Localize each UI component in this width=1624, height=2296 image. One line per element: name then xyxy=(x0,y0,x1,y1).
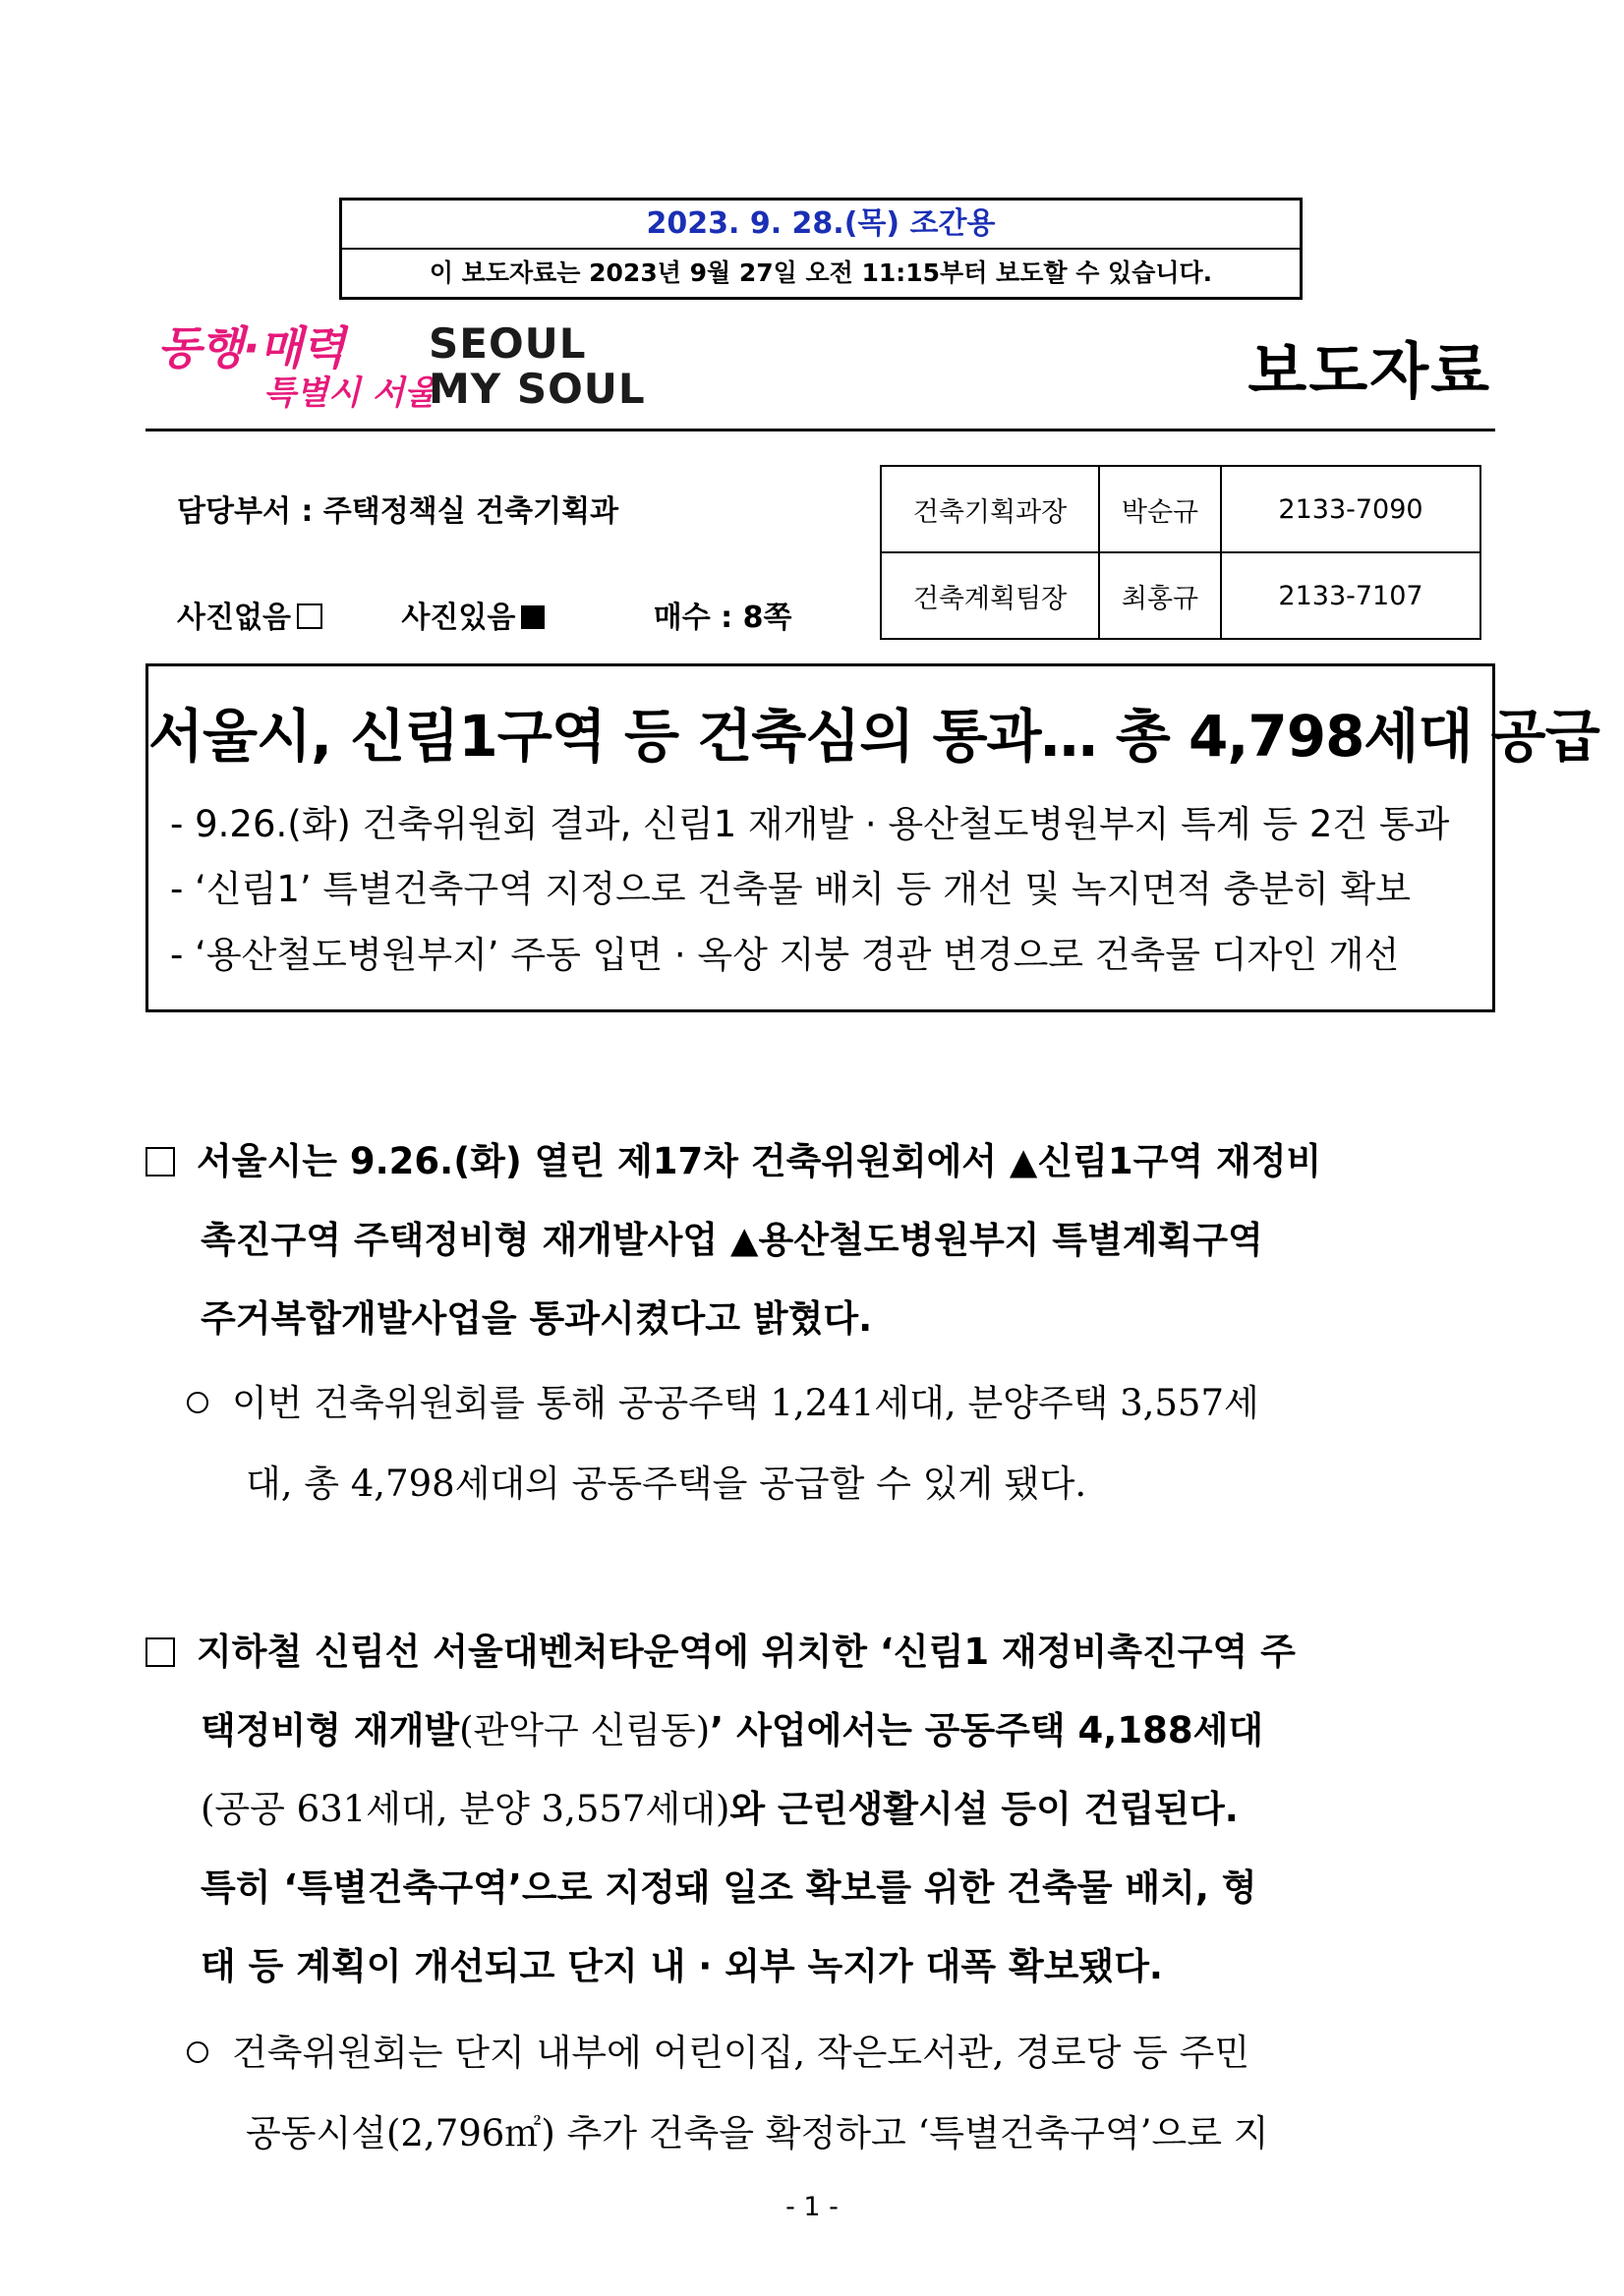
header-divider xyxy=(145,429,1495,431)
paragraph-2-detail xyxy=(187,2013,1504,2174)
paragraph-line: 특히 ‘특별건축구역’으로 지정돼 일조 확보를 위한 건축물 배치, 형 xyxy=(201,1866,1257,1909)
department-info: 담당부서 : 주택정책실 건축기획과 xyxy=(177,494,619,529)
headline-box xyxy=(145,663,1599,1012)
contact-row xyxy=(881,466,1480,552)
release-info-box xyxy=(339,198,1303,300)
contact-phone: 2133-7107 xyxy=(1221,552,1480,639)
page-number: - 1 - xyxy=(785,2192,839,2222)
contact-row xyxy=(881,552,1480,639)
brand-line-2: MY SOUL xyxy=(429,365,646,413)
paragraph-line: 대, 총 4,798세대의 공동주택을 공급할 수 있게 됐다. xyxy=(246,1463,1087,1505)
slogan-line-1: 동행·매력 xyxy=(157,321,345,374)
subheadline: - 9.26.(화) 건축위원회 결과, 신림1 재개발 · 용산철도병원부지 특계 등 2건 통과 xyxy=(170,803,1450,845)
page-count: 매수 : 8쪽 xyxy=(653,601,792,635)
slogan-line-2: 특별시 서울 xyxy=(263,373,437,413)
bullet-square-icon xyxy=(145,1637,175,1667)
brand-line-1: SEOUL xyxy=(429,319,587,368)
paragraph-text: ’ 사업에서는 공동주택 4,188세대 xyxy=(710,1709,1264,1751)
paragraph-line: 주거복합개발사업을 통과시켰다고 밝혔다. xyxy=(201,1297,873,1340)
seoul-my-soul-logo xyxy=(429,319,646,418)
paragraph-line: 지하철 신림선 서울대벤처타운역에 위치한 ‘신림1 재정비촉진구역 주 xyxy=(197,1631,1296,1673)
seoul-slogan-logo xyxy=(157,313,437,421)
contact-table xyxy=(880,465,1481,640)
checked-box-icon xyxy=(521,605,545,629)
paragraph-line: 건축위원회는 단지 내부에 어린이집, 작은도서관, 경로당 등 주민 xyxy=(232,2032,1250,2074)
bullet-circle-icon xyxy=(187,2041,208,2063)
unchecked-box-icon xyxy=(297,603,322,629)
no-photo-label: 사진없음 xyxy=(177,601,291,635)
document-type-title: 보도자료 xyxy=(1247,335,1491,407)
paragraph-text: (공공 631세대, 분양 3,557세대) xyxy=(201,1788,730,1830)
contact-name: 최홍규 xyxy=(1099,552,1221,639)
release-date: 2023. 9. 28.(목) 조간용 xyxy=(342,201,1300,250)
with-photo-label: 사진있음 xyxy=(401,601,516,635)
paragraph-1 xyxy=(145,1122,1502,1358)
headline: 서울시, 신림1구역 등 건축심의 통과… 총 4,798세대 공급 xyxy=(148,703,1599,770)
paragraph-line: 공동시설(2,796㎡) 추가 건축을 확정하고 ‘특별건축구역’으로 지 xyxy=(246,2112,1269,2154)
paragraph-line: 서울시는 9.26.(화) 열린 제17차 건축위원회에서 ▲신림1구역 재정비 xyxy=(197,1140,1322,1182)
contact-role: 건축기획과장 xyxy=(881,466,1099,552)
photo-info xyxy=(177,593,791,636)
paragraph-line: 태 등 계획이 개선되고 단지 내 · 외부 녹지가 대폭 확보됐다. xyxy=(201,1945,1163,1987)
contact-name: 박순규 xyxy=(1099,466,1221,552)
paragraph-line: 이번 건축위원회를 통해 공공주택 1,241세대, 분양주택 3,557세 xyxy=(232,1382,1259,1424)
bullet-square-icon xyxy=(145,1147,175,1177)
paragraph-line: 촉진구역 주택정비형 재개발사업 ▲용산철도병원부지 특별계획구역 xyxy=(201,1219,1263,1261)
paragraph-1-detail xyxy=(187,1363,1504,1524)
paragraph-2 xyxy=(145,1613,1502,2006)
paragraph-text: (관악구 신림동) xyxy=(459,1709,711,1751)
paragraph-text: 와 근린생활시설 등이 건립된다. xyxy=(729,1788,1239,1830)
embargo-notice: 이 보도자료는 2023년 9월 27일 오전 11:15부터 보도할 수 있습니다. xyxy=(429,258,1213,287)
bullet-circle-icon xyxy=(187,1392,208,1413)
subheadline: - ‘신림1’ 특별건축구역 지정으로 건축물 배치 등 개선 및 녹지면적 충분히 확보 xyxy=(170,868,1412,910)
contact-role: 건축계획팀장 xyxy=(881,552,1099,639)
subheadline: - ‘용산철도병원부지’ 주동 입면 · 옥상 지붕 경관 변경으로 건축물 디자인 개선 xyxy=(170,934,1400,976)
contact-phone: 2133-7090 xyxy=(1221,466,1480,552)
paragraph-text: 택정비형 재개발 xyxy=(201,1709,460,1751)
